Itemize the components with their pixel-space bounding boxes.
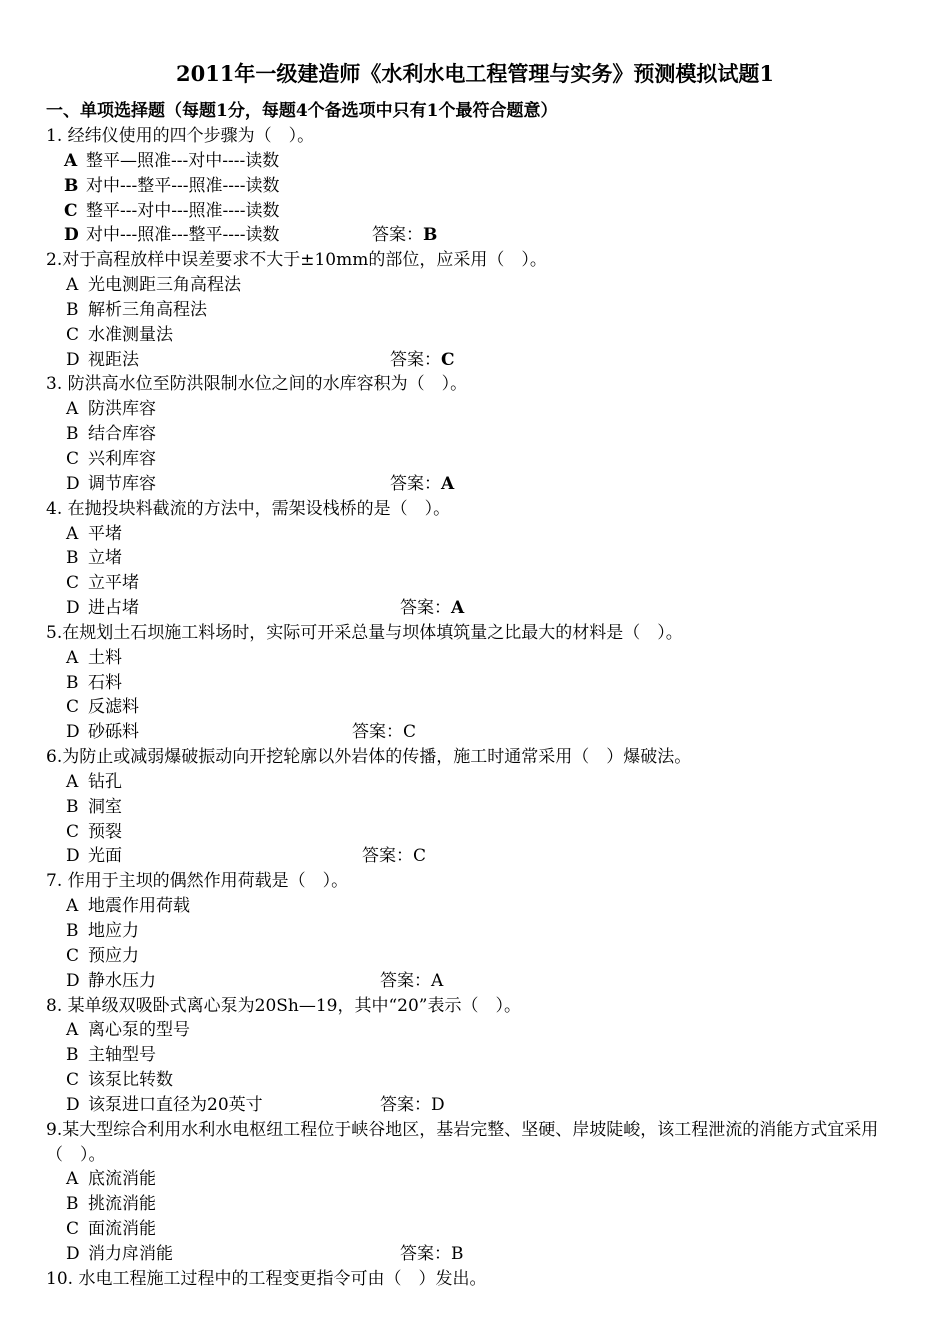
option: B 结合库容 bbox=[66, 424, 156, 445]
option: C 水准测量法 bbox=[66, 324, 173, 345]
option: B 主轴型号 bbox=[66, 1045, 156, 1066]
question-stem: 9.某大型综合利用水利水电枢纽工程位于峡谷地区，基岩完整、坚硬、岸坡陡峻，该工程泄流的消能方式宜采用（ ）。 bbox=[46, 1119, 879, 1165]
option: A 平堵 bbox=[66, 523, 122, 544]
option: D 砂砾料 答案：C bbox=[46, 720, 916, 745]
answer: 答案：A bbox=[380, 970, 444, 991]
option: D 进占堵 答案：A bbox=[46, 596, 916, 621]
question-stem: 2.对于高程放样中误差要求不大于±10mm的部位，应采用（ ）。 bbox=[46, 250, 547, 271]
option: B 立堵 bbox=[66, 548, 122, 569]
question-stem: 5.在规划土石坝施工料场时，实际可开采总量与坝体填筑量之比最大的材料是（ ）。 bbox=[46, 622, 683, 643]
answer: 答案：A bbox=[400, 598, 465, 619]
option: B 对中---整平---照准----读数 bbox=[64, 175, 280, 196]
option: C 预裂 bbox=[66, 821, 122, 842]
question-list bbox=[46, 124, 916, 1292]
question-stem: 3. 防洪高水位至防洪限制水位之间的水库容积为（ ）。 bbox=[46, 374, 468, 395]
option: D 对中---照准---整平----读数 答案：B bbox=[46, 223, 916, 248]
section-heading: 一、单项选择题（每题1分，每题4个备选项中只有1个最符合题意） bbox=[46, 101, 558, 121]
option: D 该泵进口直径为20英寸 答案：D bbox=[46, 1093, 916, 1118]
option: C 兴利库容 bbox=[66, 448, 156, 469]
answer: 答案：C bbox=[362, 846, 427, 867]
option: D 光面 答案：C bbox=[46, 844, 916, 869]
option: A 光电测距三角高程法 bbox=[66, 275, 241, 296]
option: C 面流消能 bbox=[66, 1219, 156, 1240]
option: A 钻孔 bbox=[66, 771, 122, 792]
question-stem: 4. 在抛投块料截流的方法中，需架设栈桥的是（ ）。 bbox=[46, 498, 451, 519]
option: C 该泵比转数 bbox=[66, 1070, 173, 1091]
option: B 洞室 bbox=[66, 796, 122, 817]
answer: 答案：C bbox=[390, 349, 455, 370]
option: D 消力戽消能 答案：B bbox=[46, 1242, 916, 1267]
answer: 答案：D bbox=[380, 1094, 445, 1115]
question-stem: 7. 作用于主坝的偶然作用荷载是（ ）。 bbox=[46, 871, 349, 892]
option: A 离心泵的型号 bbox=[66, 1020, 190, 1041]
option: D 视距法 答案：C bbox=[46, 348, 916, 373]
option: B 石料 bbox=[66, 672, 122, 693]
answer: 答案：B bbox=[372, 225, 438, 246]
option: B 解析三角高程法 bbox=[66, 299, 207, 320]
answer: 答案：C bbox=[352, 722, 417, 743]
option: D 静水压力 答案：A bbox=[46, 969, 916, 994]
question-stem: 1. 经纬仪使用的四个步骤为（ ）。 bbox=[46, 126, 315, 146]
answer: 答案：B bbox=[400, 1243, 464, 1264]
question-stem: 8. 某单级双吸卧式离心泵为20Sh—19，其中“20”表示（ ）。 bbox=[46, 995, 521, 1016]
answer: 答案：A bbox=[390, 473, 455, 494]
document-title: 2011年一级建造师《水利水电工程管理与实务》预测模拟试题1 bbox=[175, 61, 775, 86]
question-stem: 6.为防止或减弱爆破振动向开挖轮廓以外岩体的传播，施工时通常采用（ ）爆破法。 bbox=[46, 747, 692, 768]
option: C 预应力 bbox=[66, 945, 139, 966]
option: A 土料 bbox=[66, 647, 122, 668]
option: C 立平堵 bbox=[66, 573, 139, 594]
option: A 防洪库容 bbox=[66, 399, 156, 420]
option: A 底流消能 bbox=[66, 1169, 156, 1190]
option: C 反滤料 bbox=[66, 697, 139, 718]
option: B 挑流消能 bbox=[66, 1194, 156, 1215]
option: A 地震作用荷载 bbox=[66, 896, 190, 917]
option: C 整平---对中---照准----读数 bbox=[64, 200, 280, 221]
option: D 调节库容 答案：A bbox=[46, 472, 916, 497]
option: B 地应力 bbox=[66, 921, 139, 941]
option: A 整平—照准---对中----读数 bbox=[64, 150, 280, 171]
question-stem: 10. 水电工程施工过程中的工程变更指令可由（ ）发出。 bbox=[46, 1268, 487, 1289]
